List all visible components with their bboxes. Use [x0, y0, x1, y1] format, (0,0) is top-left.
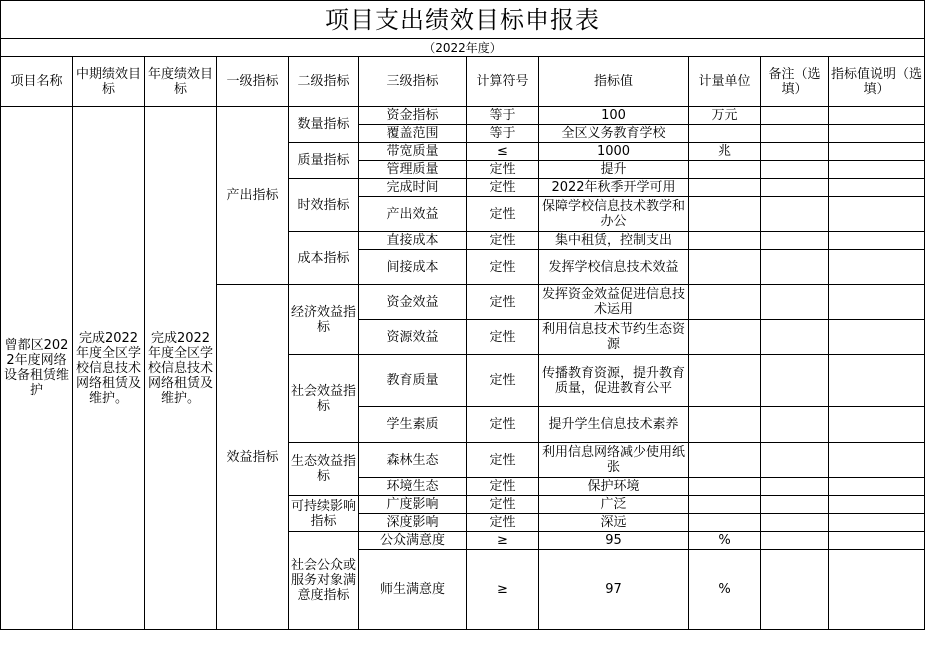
unit-cell: 兆 [689, 143, 761, 161]
value-cell: 广泛 [539, 496, 689, 514]
level1-benefit: 效益指标 [217, 285, 289, 630]
value-cell: 深远 [539, 514, 689, 532]
operator-cell: 定性 [467, 232, 539, 250]
unit-cell [689, 232, 761, 250]
value-desc-cell [829, 550, 925, 630]
operator-cell: ≤ [467, 143, 539, 161]
unit-cell [689, 161, 761, 179]
level2-satisfaction: 社会公众或服务对象满意度指标 [289, 532, 359, 630]
operator-cell: 定性 [467, 407, 539, 443]
operator-cell: 等于 [467, 125, 539, 143]
value-cell: 2022年秋季开学可用 [539, 179, 689, 197]
operator-cell: 定性 [467, 514, 539, 532]
level3-cell: 深度影响 [359, 514, 467, 532]
level2-social: 社会效益指标 [289, 355, 359, 443]
operator-cell: 定性 [467, 179, 539, 197]
value-cell: 保障学校信息技术教学和办公 [539, 197, 689, 232]
level3-cell: 公众满意度 [359, 532, 467, 550]
annual-goal-cell: 完成2022年度全区学校信息技术网络租赁及维护。 [145, 107, 217, 630]
value-desc-cell [829, 179, 925, 197]
unit-cell: % [689, 550, 761, 630]
header-value-desc: 指标值说明（选填） [829, 57, 925, 107]
header-level1: 一级指标 [217, 57, 289, 107]
operator-cell: 定性 [467, 355, 539, 407]
unit-cell [689, 197, 761, 232]
remark-cell [761, 125, 829, 143]
remark-cell [761, 514, 829, 532]
level3-cell: 广度影响 [359, 496, 467, 514]
remark-cell [761, 355, 829, 407]
value-desc-cell [829, 532, 925, 550]
value-cell: 利用信息网络减少使用纸张 [539, 443, 689, 478]
value-desc-cell [829, 143, 925, 161]
remark-cell [761, 179, 829, 197]
remark-cell [761, 197, 829, 232]
level3-cell: 资源效益 [359, 320, 467, 355]
level2-quantity: 数量指标 [289, 107, 359, 143]
value-cell: 保护环境 [539, 478, 689, 496]
unit-cell [689, 355, 761, 407]
value-desc-cell [829, 285, 925, 320]
unit-cell [689, 250, 761, 285]
remark-cell [761, 496, 829, 514]
value-desc-cell [829, 161, 925, 179]
value-desc-cell [829, 478, 925, 496]
operator-cell: 定性 [467, 478, 539, 496]
level3-cell: 师生满意度 [359, 550, 467, 630]
remark-cell [761, 320, 829, 355]
operator-cell: 定性 [467, 320, 539, 355]
value-desc-cell [829, 443, 925, 478]
value-desc-cell [829, 355, 925, 407]
page-title: 项目支出绩效目标申报表 [1, 1, 925, 39]
level2-economic: 经济效益指标 [289, 285, 359, 355]
header-value: 指标值 [539, 57, 689, 107]
header-remark: 备注（选填） [761, 57, 829, 107]
value-desc-cell [829, 320, 925, 355]
remark-cell [761, 407, 829, 443]
value-cell: 95 [539, 532, 689, 550]
mid-goal-cell: 完成2022年度全区学校信息技术网络租赁及维护。 [73, 107, 145, 630]
remark-cell [761, 250, 829, 285]
unit-cell [689, 179, 761, 197]
value-desc-cell [829, 232, 925, 250]
remark-cell [761, 285, 829, 320]
operator-cell: 定性 [467, 496, 539, 514]
level3-cell: 森林生态 [359, 443, 467, 478]
unit-cell [689, 407, 761, 443]
remark-cell [761, 443, 829, 478]
unit-cell: 万元 [689, 107, 761, 125]
level3-cell: 间接成本 [359, 250, 467, 285]
level2-quality: 质量指标 [289, 143, 359, 179]
header-annual-goal: 年度绩效目标 [145, 57, 217, 107]
unit-cell: % [689, 532, 761, 550]
operator-cell: ≥ [467, 550, 539, 630]
level3-cell: 带宽质量 [359, 143, 467, 161]
value-cell: 发挥学校信息技术效益 [539, 250, 689, 285]
operator-cell: 定性 [467, 197, 539, 232]
value-cell: 全区义务教育学校 [539, 125, 689, 143]
unit-cell [689, 320, 761, 355]
level2-timeliness: 时效指标 [289, 179, 359, 232]
header-unit: 计量单位 [689, 57, 761, 107]
value-desc-cell [829, 496, 925, 514]
operator-cell: 定性 [467, 161, 539, 179]
unit-cell [689, 514, 761, 532]
level3-cell: 环境生态 [359, 478, 467, 496]
value-desc-cell [829, 250, 925, 285]
value-desc-cell [829, 197, 925, 232]
level3-cell: 教育质量 [359, 355, 467, 407]
header-mid-goal: 中期绩效目标 [73, 57, 145, 107]
operator-cell: 定性 [467, 285, 539, 320]
operator-cell: 定性 [467, 250, 539, 285]
remark-cell [761, 232, 829, 250]
unit-cell [689, 478, 761, 496]
value-cell: 利用信息技术节约生态资源 [539, 320, 689, 355]
level3-cell: 产出效益 [359, 197, 467, 232]
level1-output: 产出指标 [217, 107, 289, 285]
value-desc-cell [829, 107, 925, 125]
header-operator: 计算符号 [467, 57, 539, 107]
level2-sustainable: 可持续影响指标 [289, 496, 359, 532]
value-cell: 97 [539, 550, 689, 630]
header-project-name: 项目名称 [1, 57, 73, 107]
level3-cell: 资金指标 [359, 107, 467, 125]
operator-cell: 等于 [467, 107, 539, 125]
level2-cost: 成本指标 [289, 232, 359, 285]
level3-cell: 覆盖范围 [359, 125, 467, 143]
remark-cell [761, 107, 829, 125]
value-cell: 传播教育资源，提升教育质量，促进教育公平 [539, 355, 689, 407]
fiscal-year-subtitle: （2022年度） [1, 39, 925, 57]
operator-cell: ≥ [467, 532, 539, 550]
unit-cell [689, 496, 761, 514]
level3-cell: 直接成本 [359, 232, 467, 250]
unit-cell [689, 285, 761, 320]
value-desc-cell [829, 407, 925, 443]
unit-cell [689, 443, 761, 478]
remark-cell [761, 143, 829, 161]
value-desc-cell [829, 514, 925, 532]
level3-cell: 完成时间 [359, 179, 467, 197]
value-cell: 提升学生信息技术素养 [539, 407, 689, 443]
operator-cell: 定性 [467, 443, 539, 478]
header-level2: 二级指标 [289, 57, 359, 107]
level3-cell: 资金效益 [359, 285, 467, 320]
remark-cell [761, 161, 829, 179]
level3-cell: 管理质量 [359, 161, 467, 179]
remark-cell [761, 550, 829, 630]
value-desc-cell [829, 125, 925, 143]
value-cell: 1000 [539, 143, 689, 161]
level2-ecological: 生态效益指标 [289, 443, 359, 496]
value-cell: 100 [539, 107, 689, 125]
unit-cell [689, 125, 761, 143]
project-name-cell: 曾都区2022年度网络设备租赁维护 [1, 107, 73, 630]
level3-cell: 学生素质 [359, 407, 467, 443]
header-level3: 三级指标 [359, 57, 467, 107]
value-cell: 提升 [539, 161, 689, 179]
remark-cell [761, 478, 829, 496]
value-cell: 发挥资金效益促进信息技术运用 [539, 285, 689, 320]
remark-cell [761, 532, 829, 550]
value-cell: 集中租赁，控制支出 [539, 232, 689, 250]
